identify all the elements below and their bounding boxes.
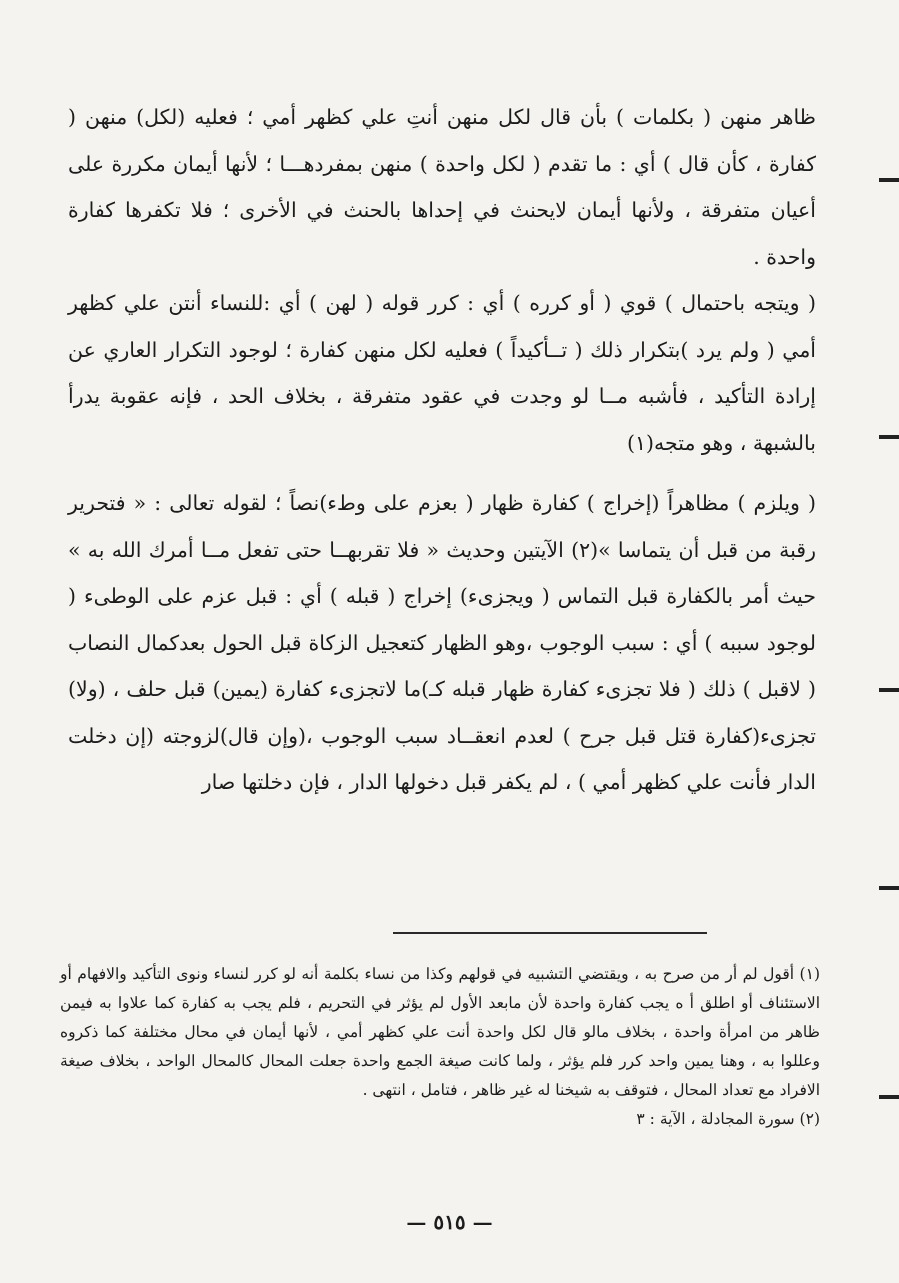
margin-mark xyxy=(879,688,899,692)
main-text-paragraph: ( ويتجه باحتمال ) قوي ( أو كرره ) أي : كرر قوله ( لهن ) أي :للنساء أنتن علي كظهر أمي ( ولم يرد )بتكرار ذلك ( تــأكيداً ) فعليه لكل منهن كفارة ؛ لوجود التكرار العاري عن إرادة التأكيد ، فأشبه مــا لو وجدت في عقود متفرقة ، بخلاف الحد ، فإنه عقوبة يدرأ بالشبهة ، وهو متجه(١) xyxy=(68,291,816,455)
footnote: (٢) سورة المجادلة ، الآية : ٣ xyxy=(636,1110,820,1128)
footnote-divider xyxy=(393,932,707,934)
margin-mark xyxy=(879,1095,899,1099)
margin-mark xyxy=(879,886,899,890)
margin-mark xyxy=(879,435,899,439)
margin-mark xyxy=(879,178,899,182)
main-text-paragraph: ( ويلزم ) مظاهراً (إخراج ) كفارة ظهار ( بعزم على وطء)نصاً ؛ لقوله تعالى : « فتحرير رقبة من قبل أن يتماسا »(٢) الآيتين وحديث « فلا تقربهــا حتى تفعل مــا أمرك الله به » حيث أمر بالكفارة قبل التماس ( ويجزىء) إخراج ( قبله ) أي : قبل عزم على الوطىء ( لوجود سببه ) أي : سبب الوجوب ،وهو الظهار كتعجيل الزكاة قبل الحول بعدكمال النصاب ( لاقبل ) ذلك ( فلا تجزىء كفارة ظهار قبله كـ)ما لاتجزىء كفارة (يمين) قبل حلف ، (ولا) تجزىء(كفارة قتل قبل جرح ) لعدم انعقــاد سبب الوجوب ،(وإن قال)لزوجته (إن دخلت الدار فأنت علي كظهر أمي ) ، لم يكفر قبل دخولها الدار ، فإن دخلتها صار xyxy=(68,491,816,794)
main-text-body xyxy=(68,94,816,806)
page-number: — ٥١٥ — xyxy=(406,1210,493,1234)
footnotes xyxy=(60,960,820,1134)
main-text-paragraph: ظاهر منهن ( بكلمات ) بأن قال لكل منهن أنتِ علي كظهر أمي ؛ فعليه (لكل) منهن ( كفارة ، كأن قال ) أي : ما تقدم ( لكل واحدة ) منهن بمفردهـــا ؛ لأنها أيمان مكررة على أعيان متفرقة ، ولأنها أيمان لايحنث في إحداها بالحنث في الأخرى ؛ فلا تكفرها كفارة واحدة . xyxy=(68,105,816,269)
footnote: (١) أقول لم أر من صرح به ، ويقتضي التشبيه في قولهم وكذا من نساء بكلمة أنه لو كرر لنساء ونوى التأكيد والافهام أو الاستئناف أو اطلق أ ه يجب كفارة واحدة لأن مابعد الأول لم يؤثر في التحريم ، فلم يجب به كفارة كما علاوا به فيمن ظاهر من امرأة واحدة ، بخلاف مالو قال لكل واحدة أنت علي كظهر أمي ، لأنها أيمان في محال مختلفة كما ذكروه وعللوا به ، وهنا يمين واحد كرر فلم يؤثر ، ولما كانت صيغة الجمع واحدة جعلت المحال كالمحال الواحد ، بخلاف صيغة الافراد مع تعداد المحال ، فتوقف به شيخنا له غير ظاهر ، فتامل ، انتهى . xyxy=(60,965,820,1099)
